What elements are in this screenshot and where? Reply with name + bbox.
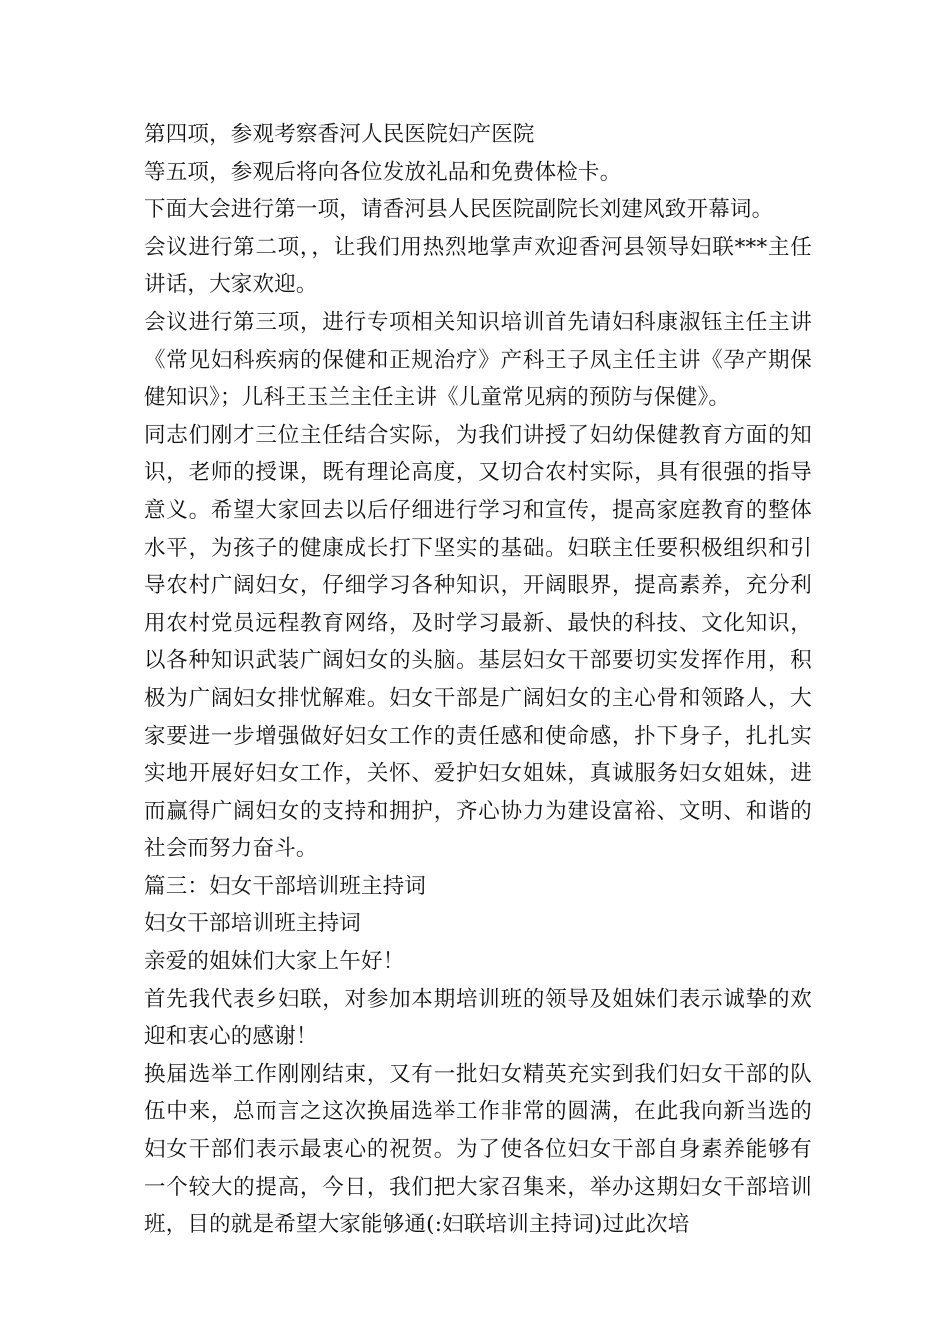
paragraph-summary: 同志们刚才三位主任结合实际，为我们讲授了妇幼保健教育方面的知识，老师的授课，既有理论高度，又切合农村实际，具有很强的指导意义。希望大家回去以后仔细进行学习和宣传，提高家庭教育的整体水平，为孩子的健康成长打下坚实的基础。妇联主任要积极组织和引导农村广阔妇女，仔细学习各种知识，开阔眼界，提高素养，充分利用农村党员远程教育网络，及时学习最新、最快的科技、文化知识，以各种知识武装广阔妇女的头脑。基层妇女干部要切实发挥作用，积极为广阔妇女排忧解难。妇女干部是广阔妇女的主心骨和领路人，大家要进一步增强做好妇女工作的责任感和使命感，扑下身子，扎扎实实地开展好妇女工作，关怀、爱护妇女姐妹，真诚服务妇女姐妹，进而赢得广阔妇女的支持和拥护，齐心协力为建设富裕、文明、和谐的社会而努力奋斗。 <box>144 422 812 862</box>
welcome-paragraph: 首先我代表乡妇联，对参加本期培训班的领导及姐妹们表示诚挚的欢迎和衷心的感谢！ <box>144 986 812 1050</box>
paragraph-third-item: 会议进行第三项，进行专项相关知识培训首先请妇科康淑钰主任主讲《常见妇科疾病的保健和正规治疗》产科王子凤主任主讲《孕产期保健知识》；儿科王玉兰主任主讲《儿童常见病的预防与保健》。 <box>144 309 812 411</box>
section-title: 妇女干部培训班主持词 <box>144 911 362 937</box>
election-paragraph: 换届选举工作刚刚结束，又有一批妇女精英充实到我们妇女干部的队伍中来，总而言之这次换届选举工作非常的圆满，在此我向新当选的妇女干部们表示最衷心的祝贺。为了使各位妇女干部自身素养能够有一个较大的提高，今日，我们把大家召集来，举办这期妇女干部培训班，目的就是希望大家能够通(:妇联培训主持词)过此次培 <box>144 1061 812 1238</box>
paragraph-opening-speech: 下面大会进行第一项，请香河县人民医院副院长刘建风致开幕词。 <box>144 197 774 223</box>
paragraph-item-4: 第四项，参观考察香河人民医院妇产医院 <box>144 122 535 147</box>
document-body <box>144 116 812 1244</box>
paragraph-item-5: 等五项，参观后将向各位发放礼品和免费体检卡。 <box>144 159 622 185</box>
section-heading: 篇三：妇女干部培训班主持词 <box>144 873 427 899</box>
greeting-line: 亲爱的姐妹们大家上午好！ <box>144 949 405 975</box>
paragraph-second-item: 会议进行第二项，，让我们用热烈地掌声欢迎香河县领导妇联***主任讲话，大家欢迎。 <box>144 234 812 298</box>
